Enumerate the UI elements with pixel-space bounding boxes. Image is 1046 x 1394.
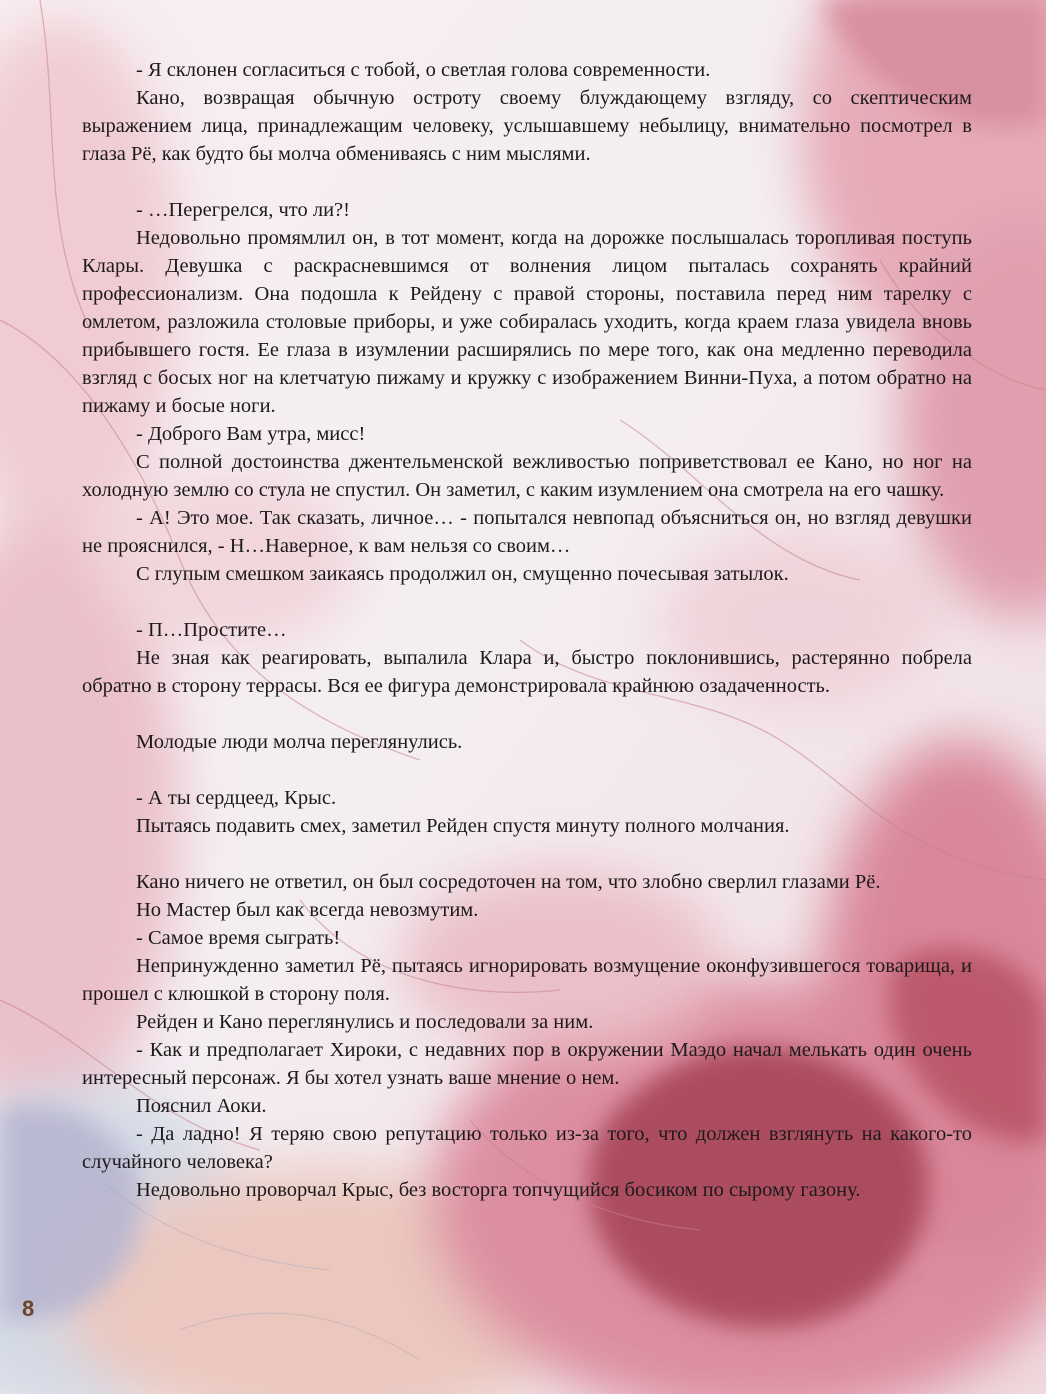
paragraph: Молодые люди молча переглянулись. bbox=[136, 731, 463, 753]
paragraph: Рейден и Кано переглянулись и последовали за ним. bbox=[136, 1011, 594, 1033]
paragraph: Но Мастер был как всегда невозмутим. bbox=[136, 899, 479, 921]
paragraph: Недовольно промямлил он, в тот момент, когда на дорожке послышалась торопливая поступь Клары. Девушка с раскрасневшимся от волнения лицом пыталась сохранять крайний профессионализм. Она подошла к Рейдену с правой стороны, поставила перед ним тарелку с омлетом, разложила столовые приборы, и уже собиралась уходить, когда краем глаза увидела вновь прибывшего гостя. Ее глаза в изумлении расширялись по мере того, как она медленно переводила взгляд с босых ног на клетчатую пижаму и кружку с изображением Винни-Пуха, а потом обратно на пижаму и босые ноги. bbox=[82, 227, 972, 417]
paragraph: - Да ладно! Я теряю свою репутацию только из-за того, что должен взглянуть на какого-то случайного человека? bbox=[82, 1123, 972, 1173]
paragraph-spacer bbox=[82, 840, 972, 868]
paragraph: - А! Это мое. Так сказать, личное… - попытался невпопад объясниться он, но взгляд девушки не прояснился, - Н…Наверное, к вам нельзя со своим… bbox=[82, 507, 972, 557]
paragraph: - Самое время сыграть! bbox=[136, 927, 341, 949]
paragraph-spacer bbox=[82, 700, 972, 728]
paragraph: - …Перегрелся, что ли?! bbox=[136, 199, 350, 221]
paragraph-spacer bbox=[82, 756, 972, 784]
paragraph: Пытаясь подавить смех, заметил Рейден спустя минуту полного молчания. bbox=[136, 815, 790, 837]
paragraph-spacer bbox=[82, 588, 972, 616]
document-body bbox=[82, 56, 972, 1204]
paragraph: Непринужденно заметил Рё, пытаясь игнорировать возмущение оконфузившегося товарища, и прошел с клюшкой в сторону поля. bbox=[82, 955, 972, 1005]
page-number: 8 bbox=[22, 1296, 35, 1321]
paragraph: - П…Простите… bbox=[136, 619, 287, 641]
paragraph: С полной достоинства джентельменской вежливостью поприветствовал ее Кано, но ног на холодную землю со стула не спустил. Он заметил, с каким изумлением она смотрела на его чашку. bbox=[82, 451, 972, 501]
paragraph: - А ты сердцеед, Крыс. bbox=[136, 787, 337, 809]
paragraph: Кано ничего не ответил, он был сосредоточен на том, что злобно сверлил глазами Рё. bbox=[136, 871, 881, 893]
paragraph: - Я склонен согласиться с тобой, о светлая голова современности. bbox=[136, 59, 711, 81]
paragraph: Не зная как реагировать, выпалила Клара и, быстро поклонившись, растерянно побрела обратно в сторону террасы. Вся ее фигура демонстрировала крайнюю озадаченность. bbox=[82, 647, 972, 697]
paragraph: - Доброго Вам утра, мисс! bbox=[136, 423, 366, 445]
paragraph-spacer bbox=[82, 168, 972, 196]
paragraph: Недовольно проворчал Крыс, без восторга топчущийся босиком по сырому газону. bbox=[136, 1179, 861, 1201]
paragraph: С глупым смешком заикаясь продолжил он, смущенно почесывая затылок. bbox=[136, 563, 789, 585]
paragraph: - Как и предполагает Хироки, с недавних пор в окружении Маэдо начал мелькать один очень интересный персонаж. Я бы хотел узнать ваше мнение о нем. bbox=[82, 1039, 972, 1089]
paragraph: Кано, возвращая обычную остроту своему блуждающему взгляду, со скептическим выражением лица, принадлежащим человеку, услышавшему небылицу, внимательно посмотрел в глаза Рё, как будто бы молча обмениваясь с ним мыслями. bbox=[82, 87, 972, 165]
paragraph: Пояснил Аоки. bbox=[136, 1095, 267, 1117]
